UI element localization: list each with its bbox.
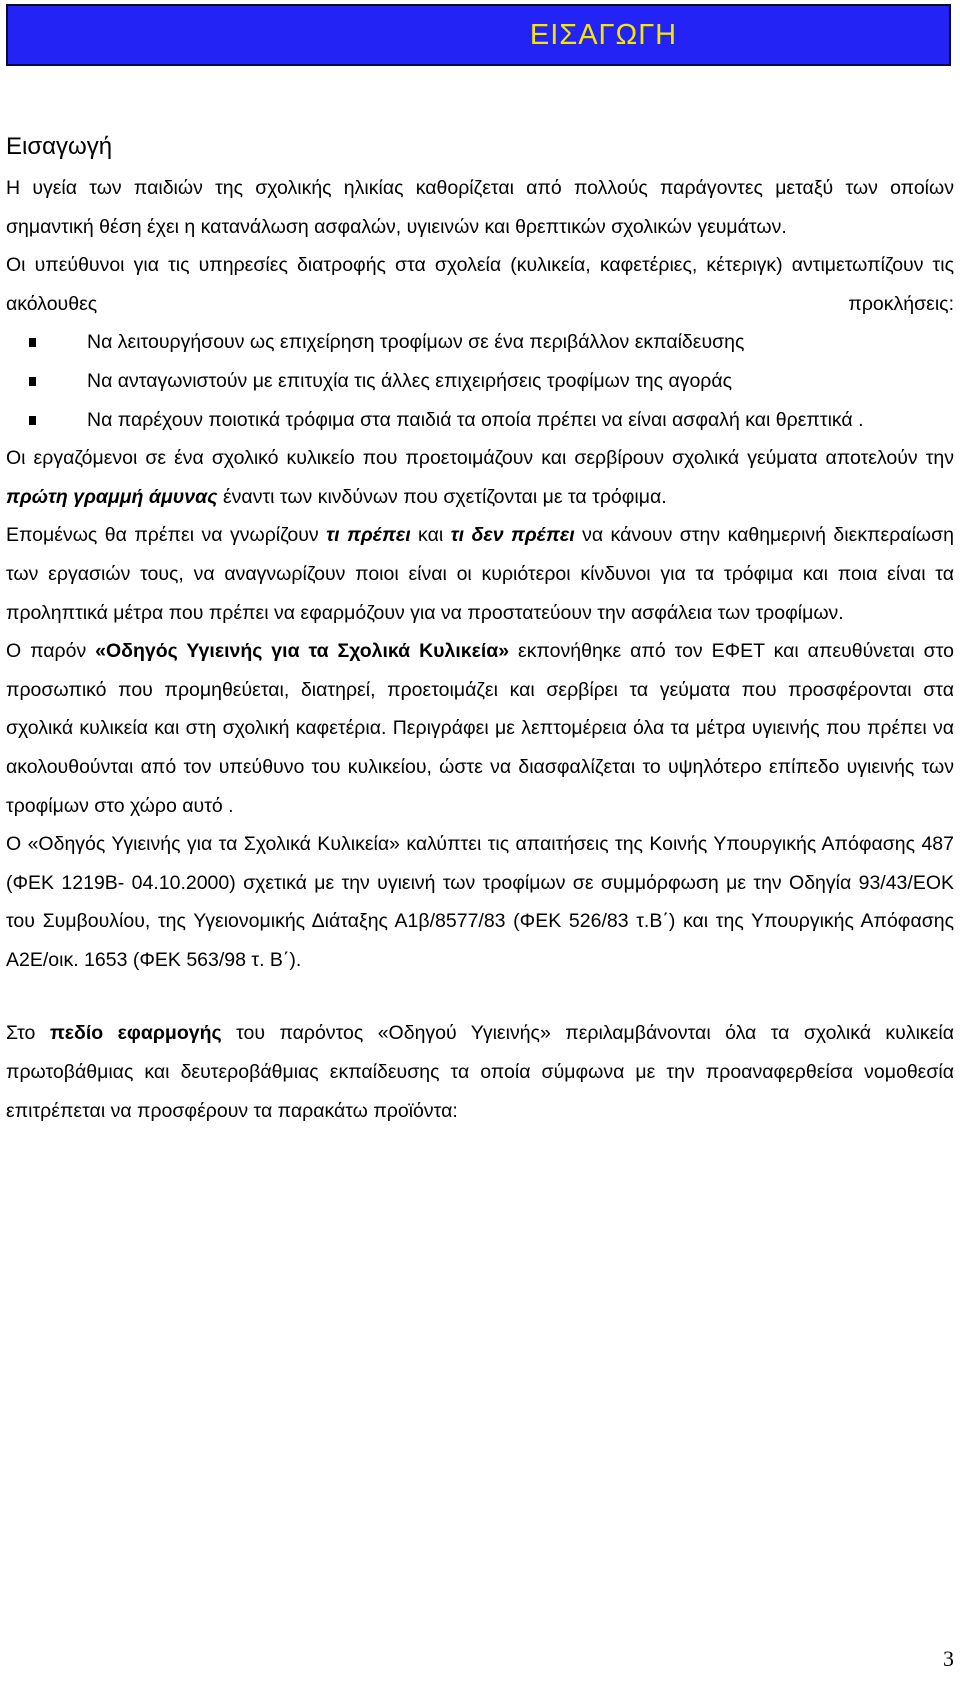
text-run: Επομένως θα πρέπει να γνωρίζουν (6, 524, 327, 547)
challenges-list (6, 323, 954, 439)
knowledge-paragraph (6, 516, 954, 632)
paragraph-spacer (6, 979, 954, 1014)
list-item-text: Να παρέχουν ποιοτικά τρόφιμα στα παιδιά τα οποία πρέπει να είναι ασφαλή και θρεπτικά . (87, 408, 864, 431)
section-heading: Εισαγωγή (6, 133, 113, 160)
text-run: Οι εργαζόμενοι σε ένα σχολικό κυλικείο που προετοιμάζουν και σερβίρουν σχολικά γεύματα αποτελούν την (6, 447, 954, 470)
guide-title-bold: «Οδηγός Υγιεινής για τα Σχολικά Κυλικεία» (95, 640, 510, 663)
page-title: ΕΙΣΑΓΩΓΗ (529, 18, 678, 51)
guide-paragraph (6, 632, 954, 825)
text-run: Ο παρόν (6, 640, 96, 663)
list-item (6, 362, 954, 401)
text-run: και (410, 524, 451, 547)
emphasis-must: τι πρέπει (326, 524, 411, 547)
text-run: Στο (6, 1022, 50, 1045)
list-item (6, 323, 954, 362)
title-banner (6, 4, 951, 66)
text-run: έναντι των κινδύνων που σχετίζονται με τα τρόφιμα. (217, 485, 667, 508)
square-bullet-icon (29, 377, 36, 386)
scope-bold: πεδίο εφαρμογής (49, 1022, 222, 1045)
list-item-text: Να λειτουργήσουν ως επιχείρηση τροφίμων σε ένα περιβάλλον εκπαίδευσης (87, 331, 745, 354)
list-item-text: Να ανταγωνιστούν με επιτυχία τις άλλες επιχειρήσεις τροφίμων της αγοράς (87, 369, 733, 392)
text-run: του παρόντος «Οδηγού Υγιεινής» περιλαμβάνονται όλα τα σχολικά κυλικεία πρωτοβάθμιας και δευτεροβάθμιας εκπαίδευσης τα οποία σύμφωνα με την προαναφερθείσα νομοθεσία επιτρέπεται να προσφέρουν τα παρακάτω προϊόντα: (6, 1022, 954, 1122)
text-run: εκπονήθηκε από τον ΕΦΕΤ και απευθύνεται στο προσωπικό που προμηθεύεται, διατηρεί, προετοιμάζει και σερβίρει τα γεύματα που προσφέρονται στα σχολικά κυλικεία και στη σχολική καφετέρια. Περιγράφει με λεπτομέρεια όλα τα μέτρα υγιεινής που πρέπει να ακολουθούνται από τον υπεύθυνο του κυλικείου, ώστε να διασφαλίζεται το υψηλότερο επίπεδο υγιεινής των τροφίμων στο χώρο αυτό . (6, 640, 954, 817)
square-bullet-icon (29, 338, 36, 347)
text-run: να κάνουν στην καθημερινή διεκπεραίωση των εργασιών τους, να αναγνωρίζουν ποιοι είναι οι κυριότεροι κίνδυνοι για τα τρόφιμα και ποια είναι τα προληπτικά μέτρα που πρέπει να εφαρμόζουν για να προστατεύουν την ασφάλεια των τροφίμων. (6, 524, 955, 624)
list-item (6, 401, 954, 440)
document-body (6, 128, 954, 1130)
workers-paragraph (6, 439, 954, 516)
challenges-paragraph: Οι υπεύθυνοι για τις υπηρεσίες διατροφής στα σχολεία (κυλικεία, καφετέριες, κέτεριγκ) αντιμετωπίζουν τις ακόλουθες προκλήσεις: (6, 254, 954, 315)
square-bullet-icon (29, 416, 36, 425)
intro-paragraph: Η υγεία των παιδιών της σχολικής ηλικίας καθορίζεται από πολλούς παράγοντες μεταξύ των οποίων σημαντική θέση έχει η κατανάλωση ασφαλών, υγιεινών και θρεπτικών σχολικών γευμάτων. (6, 177, 954, 238)
scope-paragraph (6, 1014, 954, 1130)
emphasis-must-not: τι δεν πρέπει (450, 524, 575, 547)
page-number: 3 (943, 1646, 954, 1671)
legislation-paragraph: Ο «Οδηγός Υγιεινής για τα Σχολικά Κυλικεία» καλύπτει τις απαιτήσεις της Κοινής Υπουργικής Απόφασης 487 (ΦΕΚ 1219Β- 04.10.2000) σχετικά με την υγιεινή των τροφίμων σε συμμόρφωση με την Οδηγία 93/43/ΕΟΚ του Συμβουλίου, της Υγειονομικής Διάταξης Α1β/8577/83 (ΦΕΚ 526/83 τ.Β΄) και της Υπουργικής Απόφασης Α2Ε/οικ. 1653 (ΦΕΚ 563/98 τ. Β΄). (6, 833, 954, 971)
emphasis-first-line-defense: πρώτη γραμμή άμυνας (6, 485, 218, 508)
